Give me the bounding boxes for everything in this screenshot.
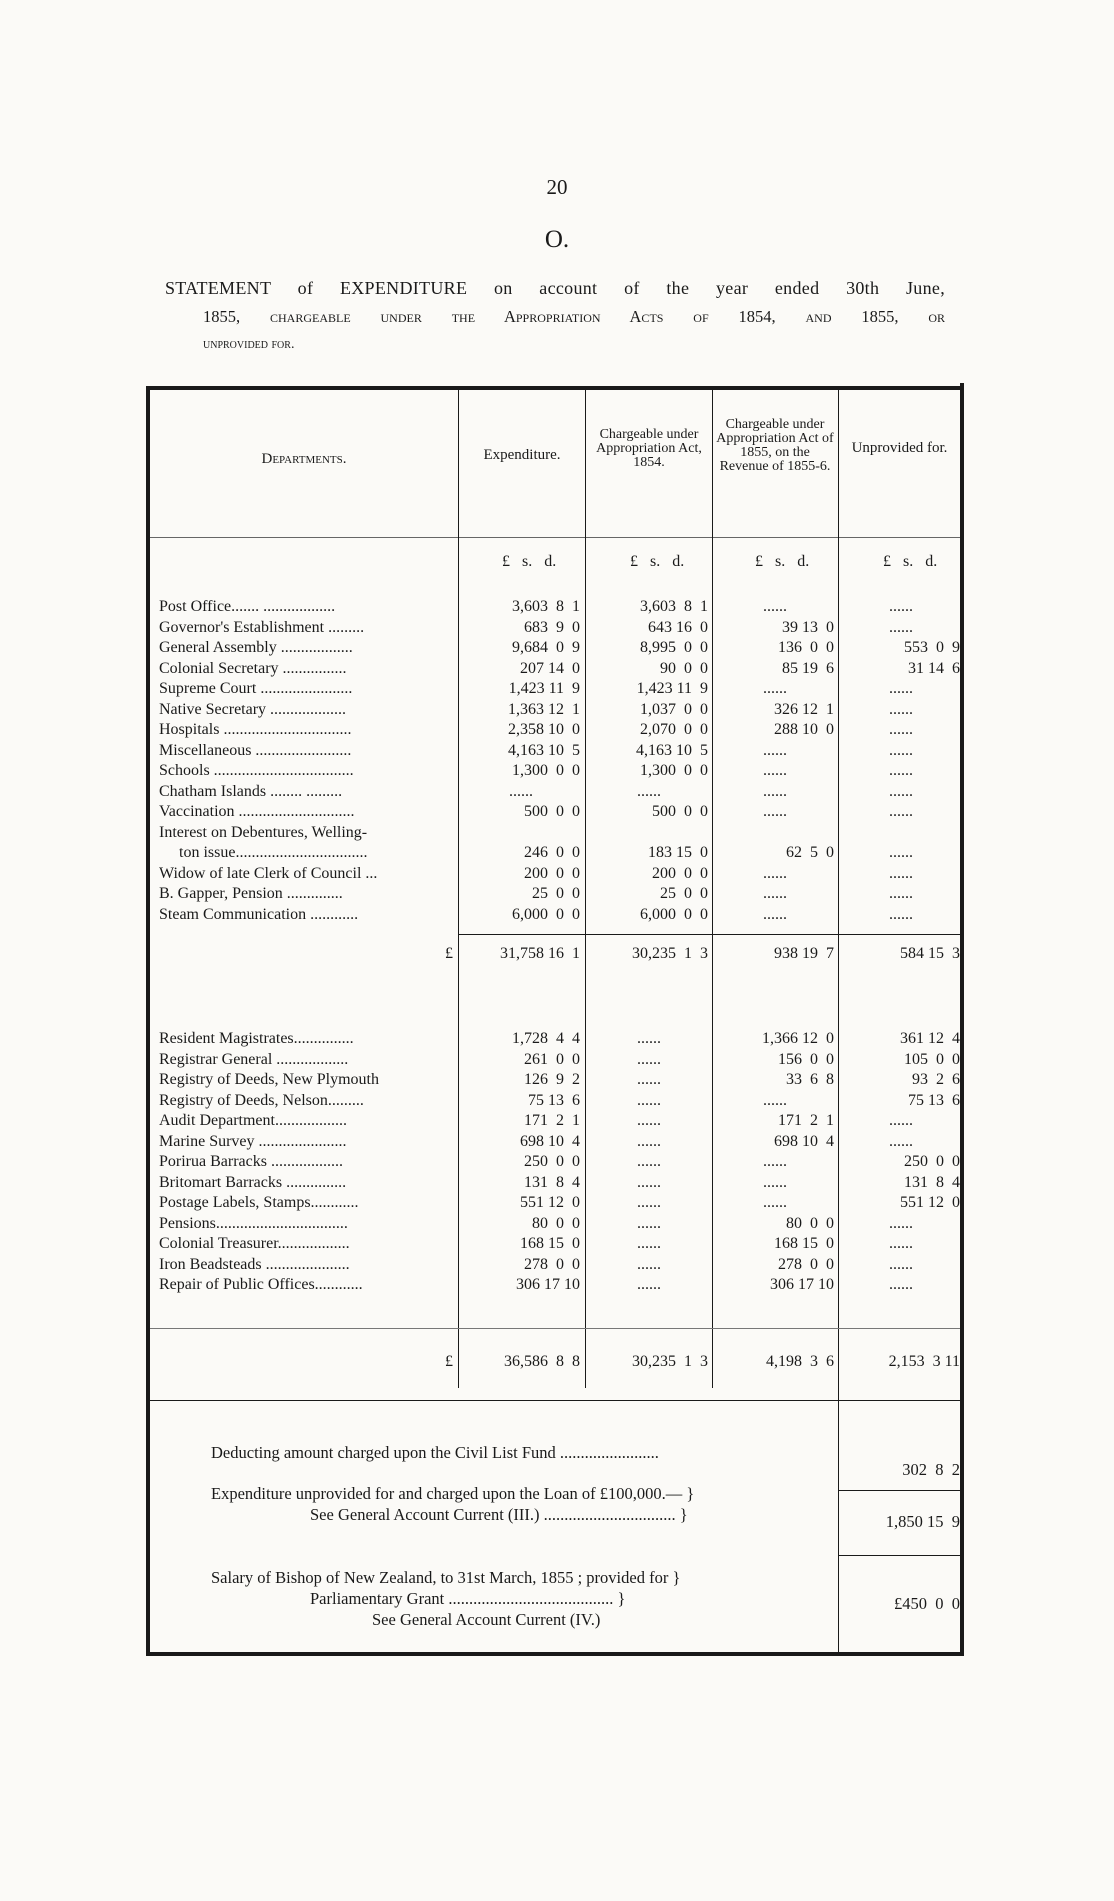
- unprovided-cell: 553 0 9: [904, 639, 960, 656]
- footer-rule-1: [838, 1490, 960, 1491]
- civil-list-amount: 302 8 2: [902, 1460, 960, 1479]
- title-line-2: 1855, chargeable under the Appropriation Acts of 1854, and 1855, or: [203, 307, 945, 326]
- section1-unprovided: [842, 597, 960, 925]
- act1854-cell: ......: [637, 1132, 661, 1150]
- unprovided-cell: ......: [889, 721, 913, 738]
- section1-departments: [159, 597, 434, 925]
- unprovided-cell: 361 12 4: [900, 1030, 960, 1047]
- act1855-cell: ......: [763, 741, 787, 759]
- act1854-cell: 4,163 10 5: [636, 741, 708, 759]
- header-departments: Departments.: [261, 451, 347, 467]
- department-name: Marine Survey ......................: [159, 1132, 347, 1150]
- expenditure-cell: 246 0 0: [524, 844, 580, 861]
- unprovided-cell: ......: [889, 1132, 913, 1150]
- unprovided-cell: ......: [889, 1214, 913, 1232]
- section1-act1854: [590, 597, 708, 925]
- subtotal-pound-symbol: £: [445, 945, 453, 962]
- act1855-cell: 33 6 8: [786, 1071, 834, 1088]
- unprovided-cell: ......: [889, 598, 913, 615]
- act1854-cell: 1,037 0 0: [640, 700, 708, 718]
- department-name: Iron Beadsteads .....................: [159, 1255, 350, 1273]
- department-name: Post Office....... ..................: [159, 598, 336, 615]
- act1855-cell: ......: [763, 1153, 787, 1170]
- section2-expenditure: [462, 1029, 580, 1296]
- act1855-cell: 306 17 10: [770, 1276, 834, 1293]
- expenditure-cell: 2,358 10 0: [508, 721, 580, 738]
- total-act1855: 4,198 3 6: [766, 1353, 834, 1370]
- expenditure-cell: 1,728 4 4: [512, 1030, 580, 1047]
- act1854-cell: ......: [637, 1194, 661, 1211]
- section2-unprovided: [842, 1029, 960, 1296]
- expenditure-cell: 1,300 0 0: [512, 762, 580, 779]
- department-name: B. Gapper, Pension ..............: [159, 885, 343, 902]
- unprovided-cell: ......: [889, 885, 913, 902]
- bishop-amount: £450 0 0: [894, 1594, 960, 1613]
- unprovided-cell: ......: [889, 700, 913, 718]
- section2-act1855: [716, 1029, 834, 1296]
- department-name: Registry of Deeds, Nelson.........: [159, 1091, 364, 1109]
- unprovided-cell: 75 13 6: [908, 1091, 960, 1109]
- act1854-cell: 1,300 0 0: [640, 762, 708, 779]
- act1855-cell: ......: [763, 905, 787, 923]
- section1-act1855: [716, 597, 834, 925]
- subtotal-act1855: 938 19 7: [774, 945, 834, 962]
- expenditure-cell: 80 0 0: [532, 1214, 580, 1232]
- act1854-cell: ......: [637, 1153, 661, 1170]
- department-name: Widow of late Clerk of Council ...: [159, 864, 378, 882]
- expenditure-cell: 171 2 1: [524, 1112, 580, 1129]
- total-unprovided: 2,153 3 11: [888, 1353, 960, 1370]
- act1854-cell: [590, 823, 708, 844]
- act1855-cell: 85 19 6: [782, 659, 834, 677]
- act1855-cell: 171 2 1: [778, 1112, 834, 1129]
- act1854-cell: 8,995 0 0: [640, 639, 708, 656]
- department-name: Registry of Deeds, New Plymouth: [159, 1071, 379, 1088]
- act1855-cell: 80 0 0: [786, 1214, 834, 1232]
- department-name: Governor's Establishment .........: [159, 618, 365, 636]
- act1854-cell: 6,000 0 0: [640, 905, 708, 923]
- total-act1854: 30,235 1 3: [632, 1353, 708, 1370]
- col-rule-1: [458, 390, 459, 1388]
- act1855-cell: ......: [763, 1091, 787, 1109]
- act1855-cell: ......: [763, 782, 787, 800]
- department-name: Resident Magistrates...............: [159, 1030, 354, 1047]
- unprovided-cell: ......: [889, 1255, 913, 1273]
- act1854-cell: ......: [637, 1091, 661, 1109]
- act1854-cell: 25 0 0: [660, 885, 708, 902]
- unprovided-cell: ......: [889, 680, 913, 697]
- expenditure-cell: 4,163 10 5: [508, 741, 580, 759]
- col-rule-3: [712, 390, 713, 1388]
- unprovided-cell: ......: [889, 1235, 913, 1252]
- bishop-line-1: Salary of Bishop of New Zealand, to 31st March, 1855 ; provided for }: [211, 1568, 681, 1587]
- subtotal-unprovided: 584 15 3: [900, 945, 960, 962]
- expenditure-cell: 1,363 12 1: [508, 700, 580, 718]
- table-left-rule: [146, 386, 150, 1656]
- section1-expenditure: [462, 597, 580, 925]
- department-name: Steam Communication ............: [159, 905, 359, 923]
- act1855-cell: ......: [763, 598, 787, 615]
- act1855-cell: 278 0 0: [778, 1255, 834, 1273]
- department-name: Native Secretary ...................: [159, 700, 347, 718]
- department-name: Porirua Barracks ..................: [159, 1153, 343, 1170]
- table-top-rule: [146, 386, 964, 390]
- department-name: Registrar General ..................: [159, 1050, 349, 1068]
- expenditure-cell: 698 10 4: [520, 1132, 580, 1150]
- department-name: Pensions.................................: [159, 1214, 348, 1232]
- act1854-cell: ......: [637, 1235, 661, 1252]
- loan-amount: 1,850 15 9: [885, 1512, 960, 1531]
- expenditure-cell: 551 12 0: [520, 1194, 580, 1211]
- expenditure-cell: 207 14 0: [520, 659, 580, 677]
- act1854-cell: ......: [637, 782, 661, 800]
- expenditure-cell: [462, 823, 580, 844]
- expenditure-cell: 1,423 11 9: [508, 680, 580, 697]
- section2-departments: [159, 1029, 434, 1296]
- header-act1854: Chargeable under Appropriation Act, 1854.: [596, 427, 702, 470]
- expenditure-cell: 6,000 0 0: [512, 905, 580, 923]
- act1854-cell: ......: [637, 1255, 661, 1273]
- expenditure-cell: 168 15 0: [520, 1235, 580, 1252]
- header-expenditure: Expenditure.: [483, 447, 561, 463]
- unprovided-cell: ......: [889, 782, 913, 800]
- section-letter: O.: [544, 226, 570, 253]
- act1854-cell: ......: [637, 1276, 661, 1293]
- unprovided-cell: [842, 823, 960, 844]
- act1854-cell: 90 0 0: [660, 659, 708, 677]
- total-rule: [150, 1400, 960, 1401]
- units-act1855: £ s. d.: [755, 553, 810, 570]
- act1855-cell: 168 15 0: [774, 1235, 834, 1252]
- unprovided-cell: ......: [889, 864, 913, 882]
- department-name: ton issue.................................: [179, 844, 368, 861]
- act1855-cell: ......: [763, 864, 787, 882]
- act1854-cell: 200 0 0: [652, 864, 708, 882]
- units-expenditure: £ s. d.: [502, 553, 557, 570]
- department-name: Britomart Barracks ...............: [159, 1173, 347, 1191]
- col-rule-4: [838, 390, 839, 1652]
- loan-line-2: See General Account Current (III.) ................................ }: [310, 1505, 688, 1524]
- act1855-cell: 62 5 0: [786, 844, 834, 861]
- total-expenditure: 36,586 8 8: [504, 1353, 580, 1370]
- unprovided-cell: ......: [889, 1112, 913, 1129]
- act1854-cell: 500 0 0: [652, 803, 708, 820]
- act1855-cell: 288 10 0: [774, 721, 834, 738]
- expenditure-cell: 261 0 0: [524, 1050, 580, 1068]
- department-name: Hospitals ................................: [159, 721, 352, 738]
- department-name: Repair of Public Offices............: [159, 1276, 363, 1293]
- act1855-cell: 136 0 0: [778, 639, 834, 656]
- expenditure-cell: 683 9 0: [524, 618, 580, 636]
- department-name: General Assembly ..................: [159, 639, 353, 656]
- table-right-rule: [960, 383, 964, 1653]
- subtotal-rule: [458, 934, 960, 935]
- expenditure-cell: 131 8 4: [524, 1173, 580, 1191]
- act1854-cell: 3,603 8 1: [640, 598, 708, 615]
- civil-list-label: Deducting amount charged upon the Civil List Fund ........................: [211, 1443, 659, 1462]
- total-pound-symbol: £: [445, 1353, 453, 1370]
- act1855-cell: 1,366 12 0: [762, 1030, 834, 1047]
- act1855-cell: 326 12 1: [774, 700, 834, 718]
- expenditure-cell: 3,603 8 1: [512, 598, 580, 615]
- department-name: Supreme Court .......................: [159, 680, 353, 697]
- act1854-cell: ......: [637, 1112, 661, 1129]
- department-name: Colonial Secretary ................: [159, 659, 347, 677]
- department-name: Miscellaneous ........................: [159, 741, 352, 759]
- expenditure-cell: 25 0 0: [532, 885, 580, 902]
- unprovided-cell: 551 12 0: [900, 1194, 960, 1211]
- loan-line-1: Expenditure unprovided for and charged upon the Loan of £100,000.— }: [211, 1484, 695, 1503]
- act1855-cell: ......: [763, 680, 787, 697]
- expenditure-cell: 500 0 0: [524, 803, 580, 820]
- act1855-cell: ......: [763, 762, 787, 779]
- expenditure-cell: 278 0 0: [524, 1255, 580, 1273]
- unprovided-cell: 250 0 0: [904, 1153, 960, 1170]
- subtotal-act1854: 30,235 1 3: [632, 945, 708, 962]
- act1855-cell: ......: [763, 1194, 787, 1211]
- title-line-3: unprovided for.: [203, 337, 295, 352]
- act1854-cell: 183 15 0: [648, 844, 708, 861]
- expenditure-cell: 75 13 6: [528, 1091, 580, 1109]
- unprovided-cell: ......: [889, 844, 913, 861]
- units-unprovided: £ s. d.: [883, 553, 938, 570]
- department-name: Audit Department..................: [159, 1112, 347, 1129]
- department-name: Chatham Islands ........ .........: [159, 782, 343, 800]
- act1854-cell: 643 16 0: [648, 618, 708, 636]
- department-name: Vaccination .............................: [159, 803, 355, 820]
- act1855-cell: 39 13 0: [782, 618, 834, 636]
- unprovided-cell: 31 14 6: [908, 659, 960, 677]
- act1854-cell: ......: [637, 1071, 661, 1088]
- section-rule: [150, 1328, 960, 1329]
- department-name: Colonial Treasurer..................: [159, 1235, 350, 1252]
- subtotal-expenditure: 31,758 16 1: [500, 945, 580, 962]
- act1855-cell: ......: [763, 803, 787, 820]
- header-unprovided: Unprovided for.: [851, 440, 948, 456]
- department-name: Interest on Debentures, Welling-: [159, 823, 368, 841]
- department-name: Schools ...................................: [159, 762, 354, 779]
- section2-act1854: [590, 1029, 708, 1296]
- col-rule-2: [585, 390, 586, 1388]
- act1855-cell: [716, 823, 834, 844]
- expenditure-cell: ......: [509, 782, 533, 800]
- header-act1855: Chargeable under Appropriation Act of 1855, on the Revenue of 1855-6.: [716, 417, 834, 474]
- unprovided-cell: 93 2 6: [912, 1071, 960, 1088]
- expenditure-cell: 200 0 0: [524, 864, 580, 882]
- units-act1854: £ s. d.: [630, 553, 685, 570]
- act1855-cell: 698 10 4: [774, 1132, 834, 1150]
- expenditure-cell: 250 0 0: [524, 1153, 580, 1170]
- page-number: 20: [546, 175, 568, 199]
- unprovided-cell: ......: [889, 1276, 913, 1293]
- act1855-cell: ......: [763, 885, 787, 902]
- expenditure-cell: 9,684 0 9: [512, 639, 580, 656]
- unprovided-cell: ......: [889, 762, 913, 779]
- footer-rule-2: [838, 1555, 960, 1556]
- act1854-cell: 2,070 0 0: [640, 721, 708, 738]
- bishop-line-3: See General Account Current (IV.): [372, 1610, 601, 1629]
- unprovided-cell: 105 0 0: [904, 1050, 960, 1068]
- act1855-cell: ......: [763, 1173, 787, 1191]
- act1855-cell: 156 0 0: [778, 1050, 834, 1068]
- act1854-cell: ......: [637, 1214, 661, 1232]
- unprovided-cell: ......: [889, 618, 913, 636]
- act1854-cell: ......: [637, 1050, 661, 1068]
- unprovided-cell: 131 8 4: [904, 1173, 960, 1191]
- expenditure-cell: 306 17 10: [516, 1276, 580, 1293]
- bishop-line-2: Parliamentary Grant ........................................ }: [310, 1589, 626, 1608]
- department-name: Postage Labels, Stamps............: [159, 1194, 359, 1211]
- title-line-1: STATEMENT of EXPENDITURE on account of the year ended 30th June,: [165, 278, 945, 298]
- table-bottom-rule: [146, 1652, 964, 1656]
- unprovided-cell: ......: [889, 905, 913, 923]
- act1854-cell: ......: [637, 1173, 661, 1191]
- act1854-cell: 1,423 11 9: [636, 680, 708, 697]
- unprovided-cell: ......: [889, 803, 913, 820]
- act1854-cell: ......: [637, 1030, 661, 1047]
- expenditure-cell: 126 9 2: [524, 1071, 580, 1088]
- unprovided-cell: ......: [889, 741, 913, 759]
